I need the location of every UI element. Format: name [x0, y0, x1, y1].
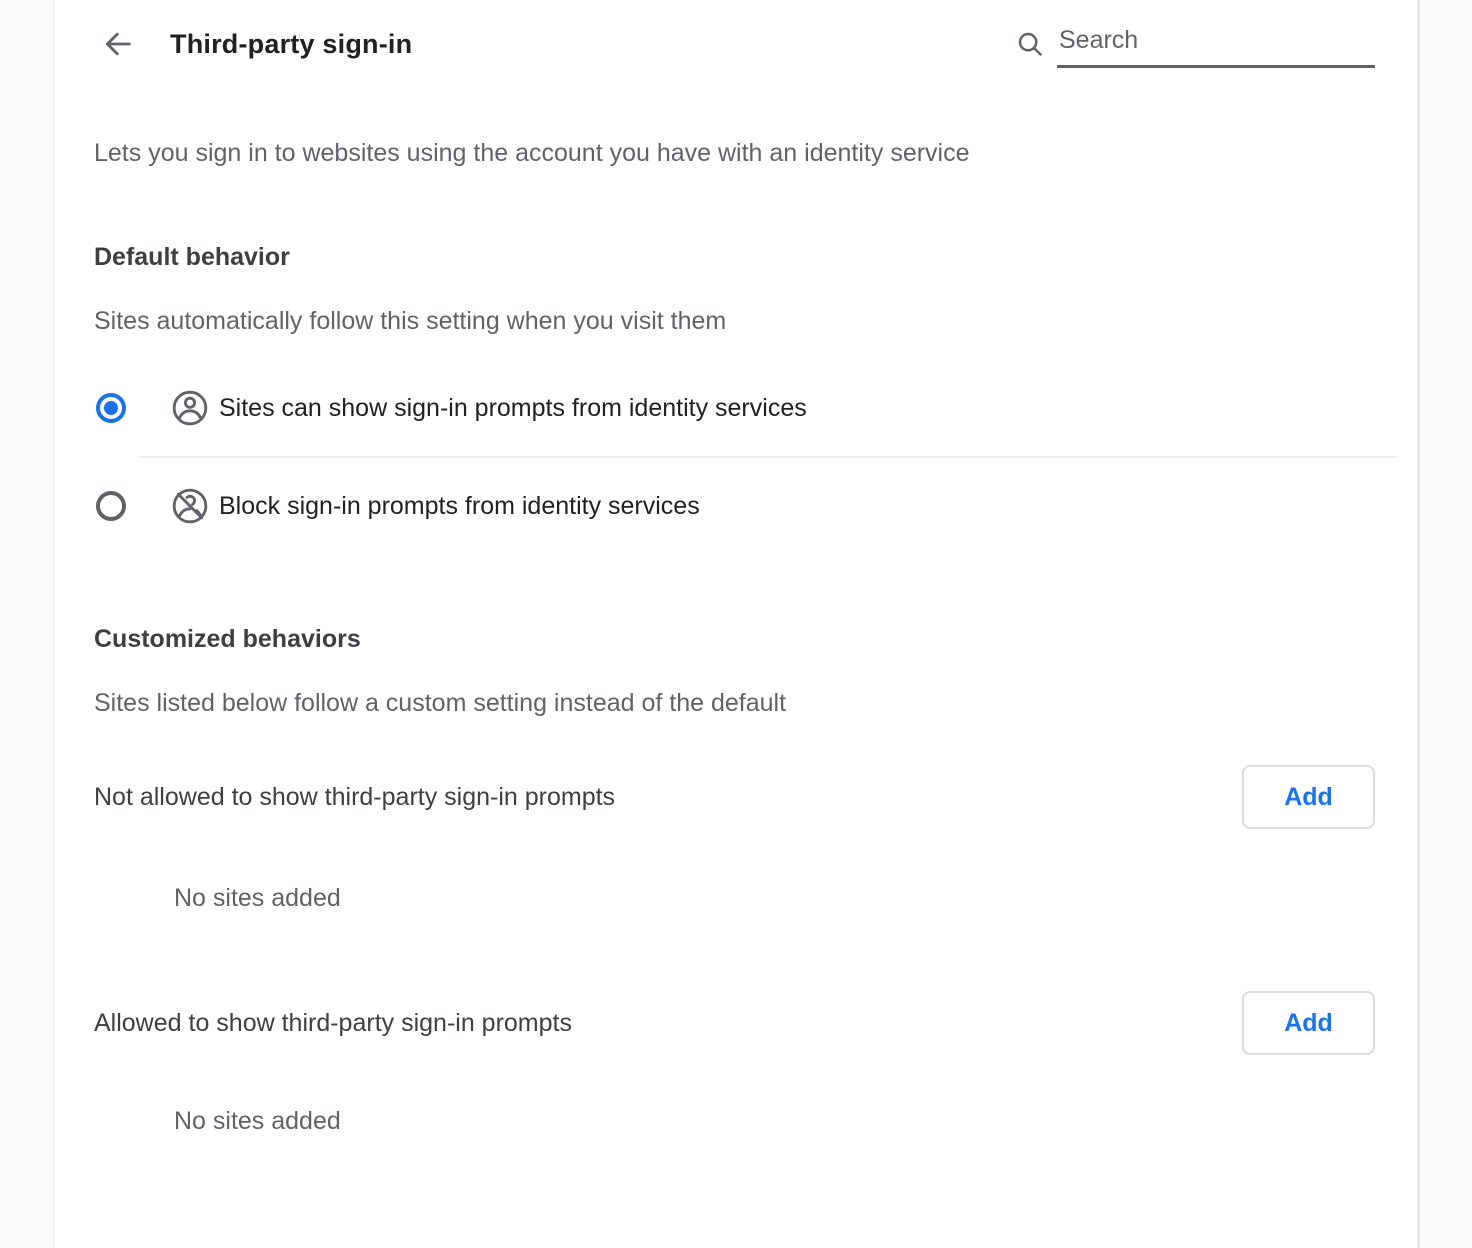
not-allowed-list-label: Not allowed to show third-party sign-in prompts [94, 782, 616, 811]
account-blocked-icon [171, 487, 209, 525]
default-behavior-heading: Default behavior [94, 243, 290, 271]
allowed-list-label: Allowed to show third-party sign-in prompts [94, 1008, 572, 1037]
page-description: Lets you sign in to websites using the account you have with an identity service [94, 139, 970, 167]
not-allowed-list-row [54, 765, 1417, 829]
account-circle-icon [171, 389, 209, 427]
search-icon [1015, 29, 1045, 59]
default-behavior-subtitle: Sites automatically follow this setting when you visit them [94, 307, 727, 335]
arrow-back-icon [101, 27, 135, 61]
page-right-gutter [1417, 0, 1472, 1248]
customized-behaviors-subtitle: Sites listed below follow a custom setting instead of the default [94, 689, 787, 717]
radio-button-selected[interactable] [96, 393, 126, 423]
radio-option-allow-signin[interactable] [54, 376, 1417, 440]
page-left-gutter [0, 0, 54, 1248]
add-allowed-site-button[interactable]: Add [1242, 991, 1375, 1055]
add-not-allowed-site-button[interactable]: Add [1242, 765, 1375, 829]
page-header [54, 0, 1417, 88]
radio-option-label: Sites can show sign-in prompts from identity services [219, 393, 807, 422]
back-button[interactable] [96, 22, 140, 66]
allowed-empty-text: No sites added [174, 1107, 341, 1135]
allowed-list-row [54, 991, 1417, 1055]
page-title: Third-party sign-in [170, 28, 413, 59]
not-allowed-empty-text: No sites added [174, 884, 341, 912]
radio-option-label: Block sign-in prompts from identity services [219, 491, 700, 520]
settings-card [54, 0, 1417, 1248]
radio-option-block-signin[interactable] [54, 474, 1417, 538]
search-input[interactable] [1057, 20, 1375, 68]
radio-button-unselected[interactable] [96, 491, 126, 521]
search-box [1015, 20, 1375, 68]
customized-behaviors-heading: Customized behaviors [94, 625, 361, 653]
divider [139, 456, 1397, 458]
